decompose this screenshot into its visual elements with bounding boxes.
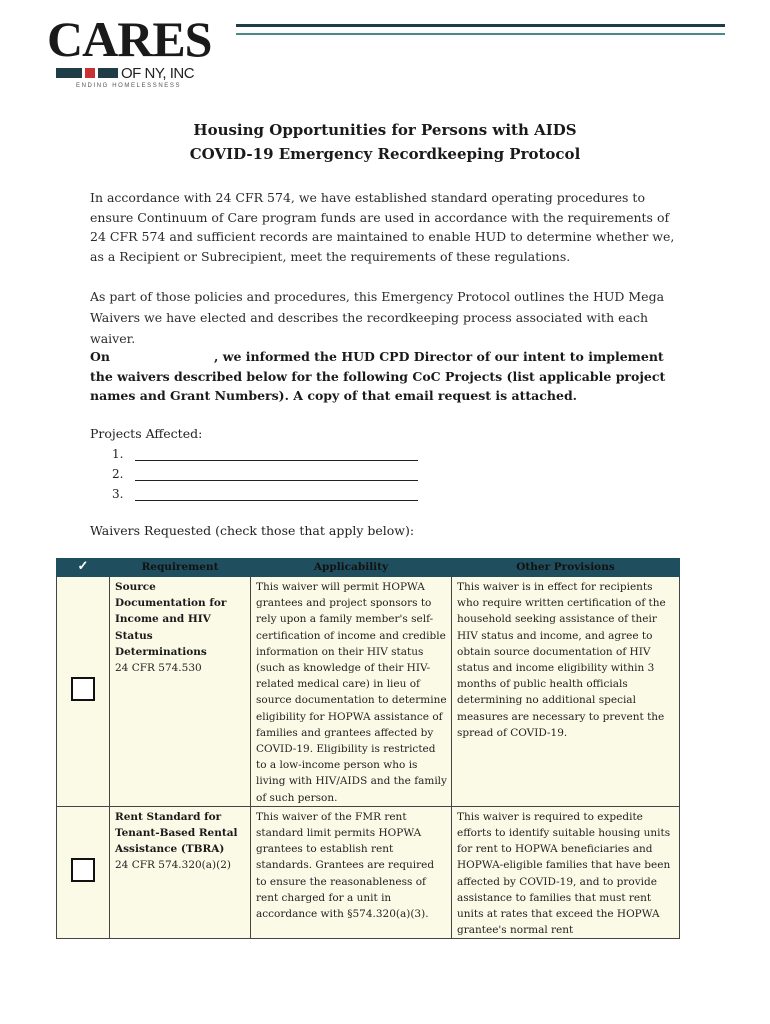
applicability-header: Applicability (251, 559, 452, 577)
header-rule-accent (236, 33, 725, 35)
project-number: 1. (112, 447, 124, 461)
check-cell (57, 577, 110, 807)
project-number: 2. (112, 467, 124, 481)
project-blank-line[interactable] (135, 500, 418, 501)
applicability-cell: This waiver will permit HOPWA grantees and project sponsors to rely upon a family member's self-certification of income and credible information on their HIV status (such as knowledge of their HIV-related medical care) in lieu of source documentation to determine eligibility for HOPWA assistance of families and grantees affected by COVID-19. Eligibility is restricted to a low-income person who is living with HIV/AIDS and the family of such person. (251, 577, 452, 807)
table-row (57, 577, 680, 807)
table-header-row (57, 559, 680, 577)
check-mark-icon: ✓ (77, 559, 89, 575)
requirement-cell (110, 577, 251, 807)
other-provisions-header: Other Provisions (452, 559, 680, 577)
page-subtitle: COVID-19 Emergency Recordkeeping Protocol (189, 145, 581, 163)
logo-tagline: ENDING HOMELESSNESS (76, 83, 182, 89)
logo-bar (56, 68, 82, 78)
other-provisions-cell: This waiver is in effect for recipients who require written certification of the household seeking assistance of their HIV status and income, and agree to obtain source documentation of HIV status and income eligibility within 3 months of public health officials determining no additional special measures are necessary to prevent the spread of COVID-19. (452, 577, 680, 807)
requirement-title: Rent Standard for Tenant-Based Rental Assistance (TBRA) (115, 810, 238, 856)
requirement-cfr: 24 CFR 574.530 (115, 662, 202, 675)
project-item[interactable] (112, 447, 123, 461)
logo-bar-accent (85, 68, 95, 78)
logo-subtitle: OF NY, INC (121, 65, 195, 82)
project-item[interactable] (112, 467, 123, 481)
project-item[interactable] (112, 487, 123, 501)
notification-paragraph (90, 347, 680, 406)
waivers-label: Waivers Requested (check those that apply below): (90, 523, 415, 538)
other-provisions-cell: This waiver is required to expedite efforts to identify suitable housing units for rent to HOPWA beneficiaries and HOPWA-eligible families that have been affected by COVID-19, and to provide assistance to families that must rent units at rates that exceed the HOPWA grantee's normal rent (452, 806, 680, 939)
requirement-title: Source Documentation for Income and HIV Status Determinations (115, 581, 227, 658)
requirement-header: Requirement (110, 559, 251, 577)
project-number: 3. (112, 487, 124, 501)
check-column-header (57, 559, 110, 577)
project-blank-line[interactable] (135, 480, 418, 481)
project-blank-line[interactable] (135, 460, 418, 461)
intro-paragraph: In accordance with 24 CFR 574, we have established standard operating procedures to ensure Continuum of Care program funds are used in accordance with the requirements of 24 CFR 574 and sufficient records are maintained to enable HUD to determine whether we, as a Recipient or Subrecipient, meet the requirements of these regulations. (90, 190, 675, 264)
date-prefix: On (90, 349, 110, 364)
logo-bar (98, 68, 118, 78)
applicability-cell: This waiver of the FMR rent standard limit permits HOPWA grantees to establish rent standards. Grantees are required to ensure the reasonableness of rent charged for a unit in accordance with §574.320(a)(3). (251, 806, 452, 939)
projects-label: Projects Affected: (90, 426, 203, 441)
logo-wordmark: CARES (47, 11, 212, 67)
notification-text: , we informed the HUD CPD Director of our intent to implement the waivers described below for the following CoC Projects (list applicable project names and Grant Numbers). A copy of that email request is attached. (90, 349, 666, 403)
requirement-cfr: 24 CFR 574.320(a)(2) (115, 859, 232, 872)
table-row (57, 806, 680, 939)
waivers-table (56, 558, 680, 939)
page-title: Housing Opportunities for Persons with AIDS (193, 121, 577, 139)
requirement-cell (110, 806, 251, 939)
waiver-checkbox[interactable] (71, 677, 95, 701)
header-rule (236, 24, 725, 27)
policy-paragraph: As part of those policies and procedures, this Emergency Protocol outlines the HUD Mega Waivers we have elected and describes the recordkeeping process associated with each waiver. (90, 289, 665, 346)
waiver-checkbox[interactable] (71, 858, 95, 882)
check-cell (57, 806, 110, 939)
